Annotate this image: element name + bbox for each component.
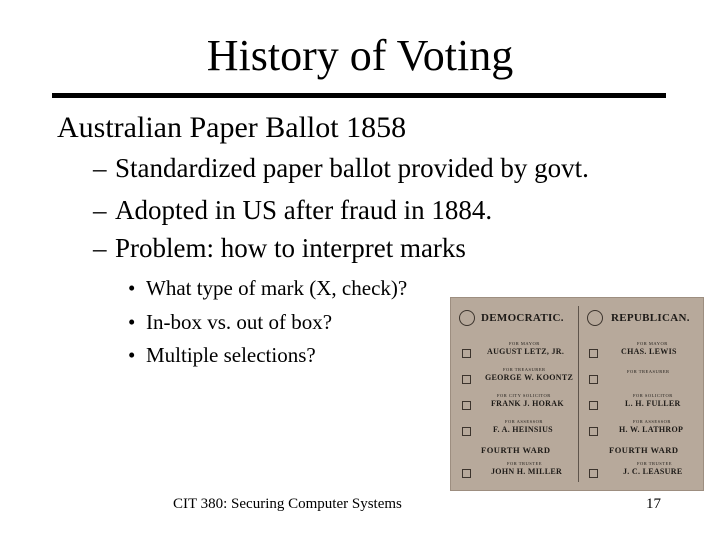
dash-marker: – bbox=[93, 233, 107, 263]
bullet-3 bbox=[128, 342, 316, 368]
ballot-office: FOR ASSESSOR bbox=[505, 419, 543, 424]
ballot-candidate: L. H. FULLER bbox=[625, 399, 681, 408]
sub-point-1 bbox=[93, 152, 589, 184]
vote-checkbox bbox=[589, 375, 598, 384]
bullet-text: In-box vs. out of box? bbox=[146, 310, 333, 334]
sub-point-text: Standardized paper ballot provided by govt. bbox=[115, 153, 589, 183]
footer-page-number: 17 bbox=[646, 496, 661, 512]
ballot-office: FOR TRUSTEE bbox=[637, 461, 673, 466]
dash-marker: – bbox=[93, 153, 107, 183]
ballot-candidate: GEORGE W. KOONTZ bbox=[485, 373, 574, 382]
ballot-office: FOR TRUSTEE bbox=[507, 461, 543, 466]
dash-marker: – bbox=[93, 195, 107, 225]
vote-checkbox bbox=[462, 469, 471, 478]
bullet-marker: • bbox=[128, 310, 136, 334]
bullet-marker: • bbox=[128, 276, 136, 300]
vote-checkbox bbox=[462, 427, 471, 436]
ballot-office: FOR ASSESSOR bbox=[633, 419, 671, 424]
vote-checkbox bbox=[462, 375, 471, 384]
sub-point-3 bbox=[93, 232, 466, 264]
vote-checkbox bbox=[589, 349, 598, 358]
bullet-2 bbox=[128, 309, 332, 335]
ballot-office: FOR MAYOR bbox=[637, 341, 668, 346]
sub-point-text: Adopted in US after fraud in 1884. bbox=[115, 195, 493, 225]
ballot-ward: FOURTH WARD bbox=[609, 445, 679, 455]
ballot-office: FOR TREASURER bbox=[627, 369, 670, 374]
ballot-candidate: J. C. LEASURE bbox=[623, 467, 683, 476]
ballot-image bbox=[450, 297, 704, 491]
sub-point-text: Problem: how to interpret marks bbox=[115, 233, 466, 263]
ballot-candidate: H. W. LATHROP bbox=[619, 425, 684, 434]
title-divider bbox=[52, 93, 666, 98]
ballot-candidate: CHAS. LEWIS bbox=[621, 347, 677, 356]
bullet-text: What type of mark (X, check)? bbox=[146, 276, 408, 300]
ballot-office: FOR TREASURER bbox=[503, 367, 546, 372]
ballot-candidate: F. A. HEINSIUS bbox=[493, 425, 553, 434]
ballot-office: FOR SOLICITOR bbox=[633, 393, 673, 398]
heading-australian-ballot: Australian Paper Ballot 1858 bbox=[57, 111, 407, 144]
party-circle bbox=[459, 310, 475, 326]
ballot-office: FOR CITY SOLICITOR bbox=[497, 393, 551, 398]
ballot-candidate: JOHN H. MILLER bbox=[491, 467, 563, 476]
vote-checkbox bbox=[589, 469, 598, 478]
ballot-ward: FOURTH WARD bbox=[481, 445, 551, 455]
party-circle bbox=[587, 310, 603, 326]
bullet-marker: • bbox=[128, 343, 136, 367]
bullet-text: Multiple selections? bbox=[146, 343, 316, 367]
slide-title: History of Voting bbox=[206, 31, 514, 80]
ballot-header-democratic: DEMOCRATIC. bbox=[481, 312, 564, 324]
vote-checkbox bbox=[589, 427, 598, 436]
footer-course: CIT 380: Securing Computer Systems bbox=[173, 496, 402, 512]
bullet-1 bbox=[128, 275, 407, 301]
sub-point-2 bbox=[93, 194, 492, 226]
ballot-column-divider bbox=[578, 306, 579, 482]
ballot-office: FOR MAYOR bbox=[509, 341, 540, 346]
ballot-header-republican: REPUBLICAN. bbox=[611, 312, 690, 324]
vote-checkbox bbox=[589, 401, 598, 410]
ballot-candidate: AUGUST LETZ, JR. bbox=[487, 347, 565, 356]
vote-checkbox bbox=[462, 349, 471, 358]
vote-checkbox bbox=[462, 401, 471, 410]
ballot-candidate: FRANK J. HORAK bbox=[491, 399, 564, 408]
